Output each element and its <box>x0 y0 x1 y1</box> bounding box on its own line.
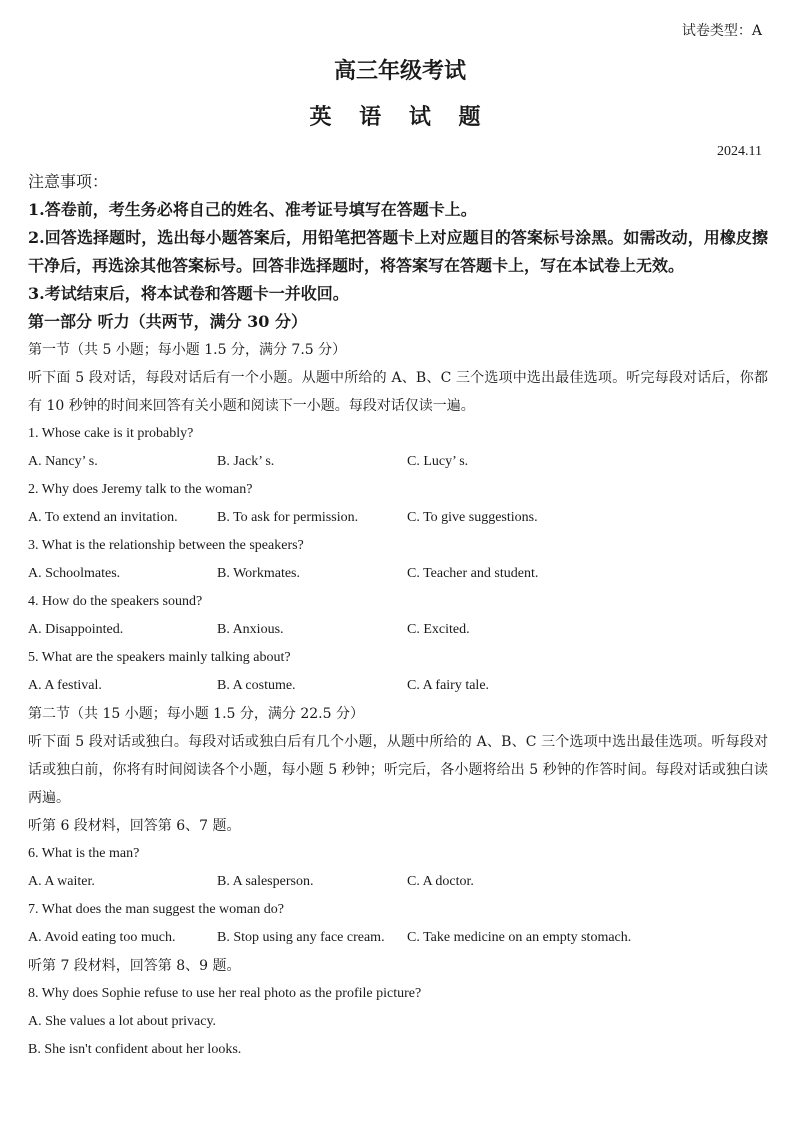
question-stem: 4. How do the speakers sound? <box>28 594 203 609</box>
notice-item-3: 3.考试结束后，将本试卷和答题卡一并收回。 <box>28 284 349 303</box>
option-a: A. Nancy’ s. <box>28 454 98 469</box>
option-b: B. A salesperson. <box>217 874 314 889</box>
question-block-1 <box>28 420 768 476</box>
options-row <box>28 448 768 476</box>
question-stem: 6. What is the man? <box>28 846 140 861</box>
notice-item-2: 2.回答选择题时，选出每小题答案后，用铅笔把答题卡上对应题目的答案标号涂黑。如需改动，用橡皮擦干净后，再选涂其他答案标号。回答非选择题时，将答案写在答题卡上，写在本试卷上无效。 <box>28 228 768 275</box>
exam-date: 2024.11 <box>717 144 762 159</box>
options-row <box>28 560 768 588</box>
question-block-7 <box>28 896 768 952</box>
question-block-6 <box>28 840 768 896</box>
option-c: C. Excited. <box>407 622 470 637</box>
question-block-8 <box>28 980 768 1064</box>
material-7-heading: 听第 7 段材料，回答第 8、9 题。 <box>28 958 241 974</box>
option-b: B. To ask for permission. <box>217 510 359 525</box>
question-block-4 <box>28 588 768 644</box>
option-a: A. Disappointed. <box>28 622 124 637</box>
notice-item-1: 1.答卷前，考生务必将自己的姓名、准考证号填写在答题卡上。 <box>28 200 477 219</box>
section2-instructions: 听下面 5 段对话或独白。每段对话或独白后有几个小题，从题中所给的 A、B、C 三个选项中选出最佳选项。听每段对话或独白前，你将有时间阅读各个小题，每小题 5 秒钟；听完后，各小题将给出 5 秒钟的作答时间。每段对话或独白读两遍。 <box>28 734 768 806</box>
question-block-5 <box>28 644 768 700</box>
exam-content <box>28 168 768 1064</box>
question-stem: 1. Whose cake is it probably? <box>28 426 194 441</box>
option-b: B. She isn't confident about her looks. <box>28 1042 242 1057</box>
options-row <box>28 504 768 532</box>
option-a: A. A waiter. <box>28 874 95 889</box>
option-a: A. She values a lot about privacy. <box>28 1014 217 1029</box>
option-c: C. Take medicine on an empty stomach. <box>407 930 632 945</box>
material-6-heading: 听第 6 段材料，回答第 6、7 题。 <box>28 818 241 834</box>
option-b: B. A costume. <box>217 678 296 693</box>
notice-section <box>28 168 768 308</box>
option-b: B. Anxious. <box>217 622 284 637</box>
options-row <box>28 868 768 896</box>
option-a: A. To extend an invitation. <box>28 510 178 525</box>
options-row <box>28 616 768 644</box>
question-block-3 <box>28 532 768 588</box>
option-b: B. Jack’ s. <box>217 454 275 469</box>
option-c: C. A doctor. <box>407 874 474 889</box>
option-a: A. Avoid eating too much. <box>28 930 176 945</box>
subject-title: 英 语 试 题 <box>309 104 491 130</box>
question-block-2 <box>28 476 768 532</box>
question-stem: 5. What are the speakers mainly talking about? <box>28 650 291 665</box>
section2-title: 第二节（共 15 小题；每小题 1.5 分，满分 22.5 分） <box>28 706 364 722</box>
notice-heading: 注意事项： <box>28 172 109 191</box>
option-c: C. Lucy’ s. <box>407 454 469 469</box>
option-b: B. Stop using any face cream. <box>217 930 385 945</box>
question-stem: 2. Why does Jeremy talk to the woman? <box>28 482 253 497</box>
option-c: C. To give suggestions. <box>407 510 538 525</box>
options-row <box>28 924 768 952</box>
option-c: C. Teacher and student. <box>407 566 539 581</box>
section1-title: 第一节（共 5 小题；每小题 1.5 分，满分 7.5 分） <box>28 342 347 358</box>
options-row <box>28 672 768 700</box>
option-a: A. A festival. <box>28 678 102 693</box>
exam-title: 高三年级考试 <box>333 58 466 84</box>
option-b: B. Workmates. <box>217 566 300 581</box>
part1-title: 第一部分 听力（共两节，满分 30 分） <box>28 312 307 331</box>
option-a: A. Schoolmates. <box>28 566 121 581</box>
question-stem: 8. Why does Sophie refuse to use her real photo as the profile picture? <box>28 986 422 1001</box>
paper-type-label: 试卷类型：A <box>681 23 762 39</box>
question-stem: 7. What does the man suggest the woman do? <box>28 902 284 917</box>
section1-instructions: 听下面 5 段对话，每段对话后有一个小题。从题中所给的 A、B、C 三个选项中选出最佳选项。听完每段对话后，你都有 10 秒钟的时间来回答有关小题和阅读下一小题。每段对话仅读一遍。 <box>28 370 768 414</box>
question-stem: 3. What is the relationship between the speakers? <box>28 538 304 553</box>
option-c: C. A fairy tale. <box>407 678 490 693</box>
